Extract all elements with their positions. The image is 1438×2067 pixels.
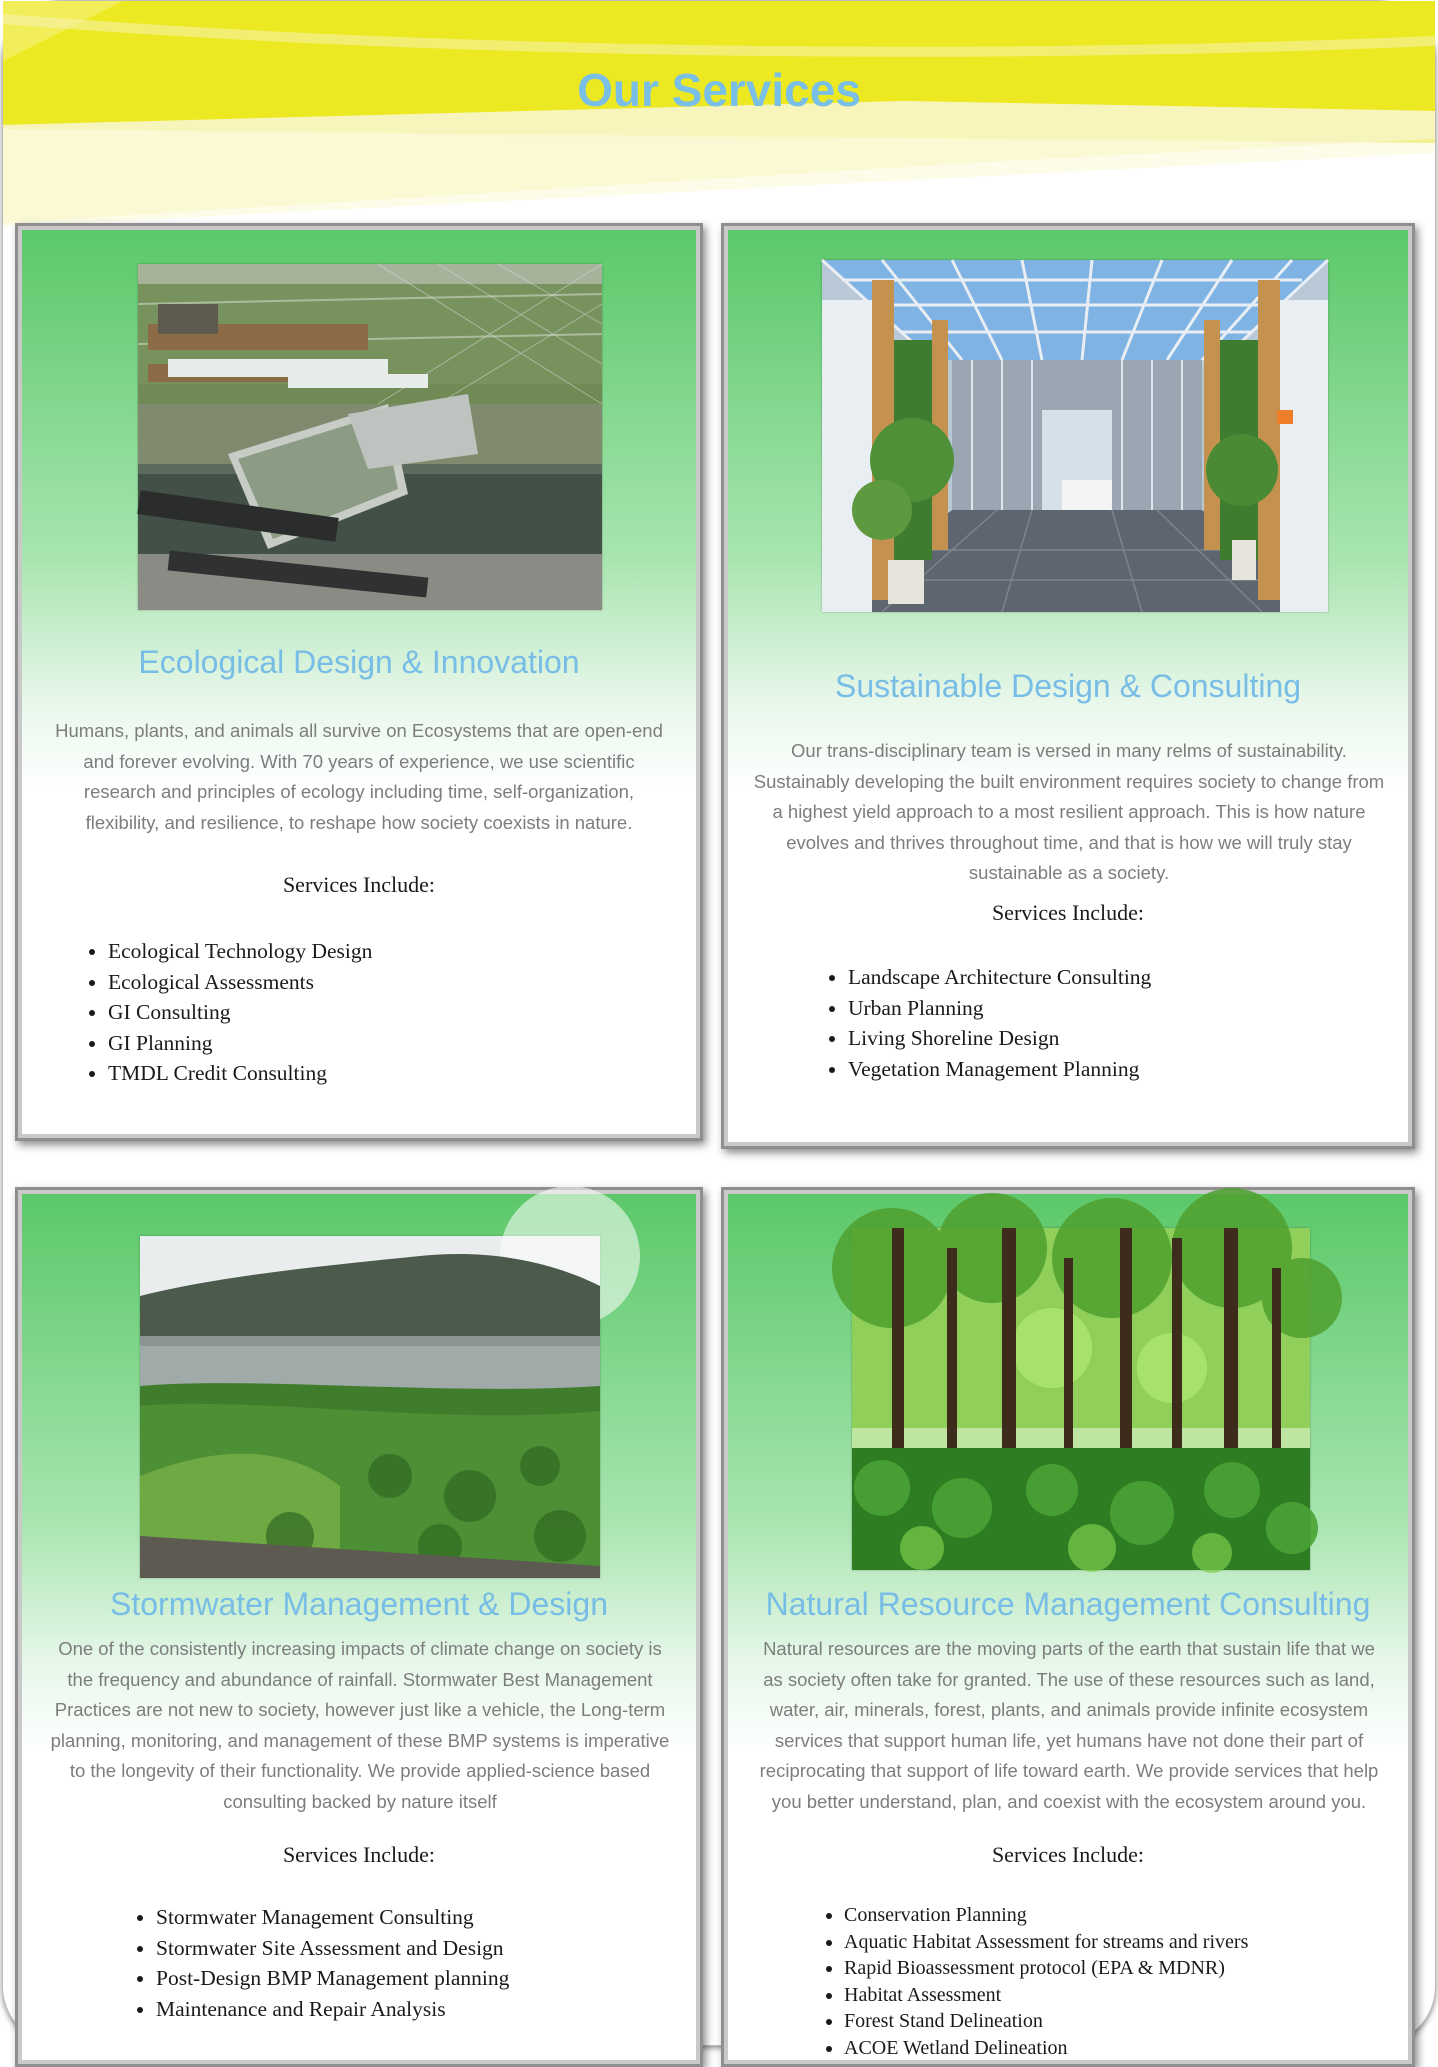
list-item: • Forest Stand Delineation xyxy=(844,2008,1248,2035)
service-list xyxy=(130,1902,509,2024)
natural-resource-photo xyxy=(852,1228,1310,1570)
service-list xyxy=(818,1902,1248,2061)
service-list xyxy=(822,962,1151,1084)
service-card-natural-resource xyxy=(721,1187,1415,2067)
service-title: Stormwater Management & Design xyxy=(110,1586,608,1622)
ecological-design-photo xyxy=(138,264,602,610)
service-description: Humans, plants, and animals all survive on Ecosystems that are open-end and forever evolving. With 70 years of experience, we use scientific research and principles of ecology including time, self-organization, flexibility, and resilience, to reshape how society coexists in nature. xyxy=(55,720,663,833)
list-item: • GI Consulting xyxy=(108,997,372,1028)
list-item: • TMDL Credit Consulting xyxy=(108,1058,372,1089)
list-item: • Aquatic Habitat Assessment for streams and rivers xyxy=(844,1929,1248,1956)
list-item: • GI Planning xyxy=(108,1028,372,1059)
service-card-sustainable-design xyxy=(721,223,1415,1149)
list-item: • Conservation Planning xyxy=(844,1902,1248,1929)
list-item: • Rapid Bioassessment protocol (EPA & MDNR) xyxy=(844,1955,1248,1982)
list-item: • Vegetation Management Planning xyxy=(848,1054,1151,1085)
list-item: • Stormwater Management Consulting xyxy=(156,1902,509,1933)
service-description: One of the consistently increasing impacts of climate change on society is the frequency and abundance of rainfall. Stormwater Best Management Practices are not new to society, however just like a vehicle, the Long-term planning, monitoring, and management of these BMP systems is imperative to the longevity of their functionality. We provide applied-science based consulting backed by nature itself xyxy=(50,1638,670,1812)
list-item: • Maintenance and Repair Analysis xyxy=(156,1994,509,2025)
page-title: Our Services xyxy=(577,64,861,116)
services-include-heading: Services Include: xyxy=(991,1842,1145,1867)
header-banner xyxy=(3,1,1435,231)
list-item: • Post-Design BMP Management planning xyxy=(156,1963,509,1994)
service-list xyxy=(82,936,372,1089)
list-item: • Ecological Assessments xyxy=(108,967,372,998)
service-title: Natural Resource Management Consulting xyxy=(765,1586,1371,1622)
service-description: Our trans-disciplinary team is versed in many relms of sustainability. Sustainably developing the built environment requires society to change from a highest yield approach to a most resilient approach. This is how nature evolves and thrives throughout time, and that is how we will truly stay sustainable as a society. xyxy=(753,740,1385,883)
list-item: • Landscape Architecture Consulting xyxy=(848,962,1151,993)
service-card-stormwater xyxy=(15,1187,703,2067)
stormwater-photo xyxy=(140,1236,600,1578)
services-include-heading: Services Include: xyxy=(991,900,1145,925)
list-item: • Living Shoreline Design xyxy=(848,1023,1151,1054)
service-title: Ecological Design & Innovation xyxy=(138,644,580,680)
services-include-heading: Services Include: xyxy=(282,1842,436,1867)
sustainable-design-photo xyxy=(822,260,1328,612)
service-description: Natural resources are the moving parts of the earth that sustain life that we as society often take for granted. The use of these resources such as land, water, air, minerals, forest, plants, and animals provide infinite ecosystem services that support human life, yet humans have not done their part of reciprocating that support of life toward earth. We provide services that help you better understand, plan, and coexist with the ecosystem around you. xyxy=(759,1638,1379,1812)
list-item: • Habitat Assessment xyxy=(844,1982,1248,2009)
service-title: Sustainable Design & Consulting xyxy=(834,668,1302,704)
list-item: • ACOE Wetland Delineation xyxy=(844,2035,1248,2062)
list-item: • Urban Planning xyxy=(848,993,1151,1024)
service-card-ecological-design xyxy=(15,223,703,1141)
page-frame xyxy=(2,0,1436,2059)
list-item: • Ecological Technology Design xyxy=(108,936,372,967)
services-include-heading: Services Include: xyxy=(282,872,436,897)
list-item: • Stormwater Site Assessment and Design xyxy=(156,1933,509,1964)
